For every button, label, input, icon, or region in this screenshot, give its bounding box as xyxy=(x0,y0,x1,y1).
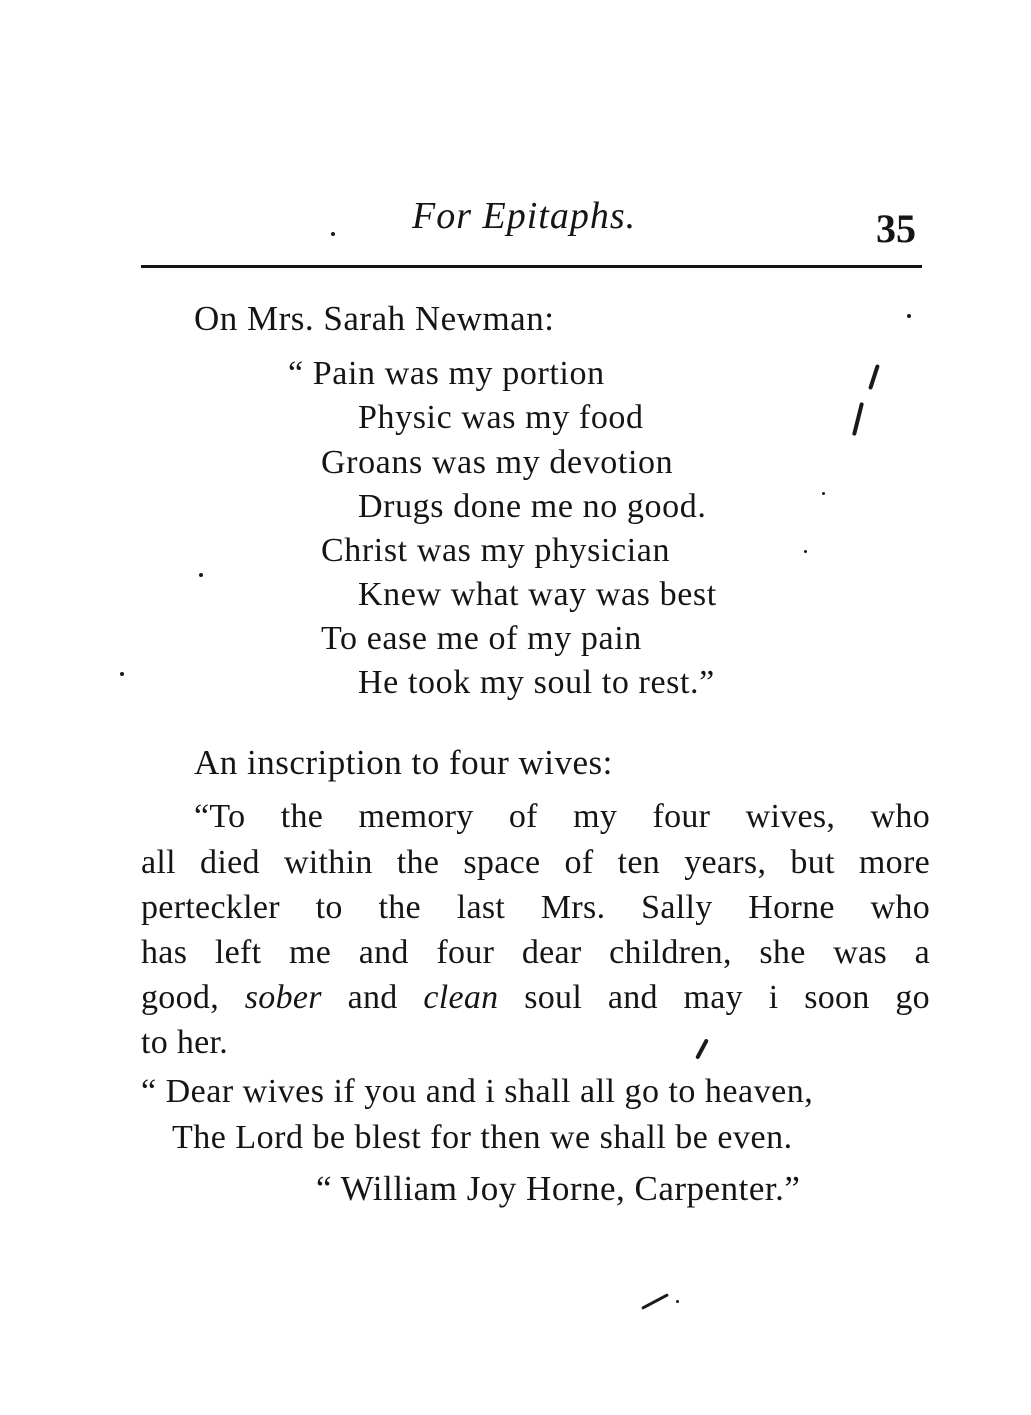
epitaph-heading: On Mrs. Sarah Newman: xyxy=(194,299,555,338)
verse-line: “ Pain was my portion xyxy=(288,355,605,392)
emphasis-word: clean xyxy=(423,979,499,1016)
paragraph-line: “To the memory of my four wives, who xyxy=(194,798,930,835)
scan-speck xyxy=(822,492,825,495)
paragraph-text: good, xyxy=(141,979,219,1016)
scan-mark xyxy=(868,364,880,390)
couplet-line: The Lord be blest for then we shall be even. xyxy=(172,1119,793,1156)
verse-line: To ease me of my pain xyxy=(321,620,642,657)
paragraph-line: to her. xyxy=(141,1024,229,1061)
emphasis-word: sober xyxy=(244,979,322,1016)
scan-mark xyxy=(852,402,864,436)
scan-speck xyxy=(804,550,807,553)
header-rule xyxy=(141,265,922,268)
paragraph-line-mixed xyxy=(141,976,930,1020)
paragraph-line: all died within the space of ten years, but more xyxy=(141,844,930,881)
paragraph-text: and xyxy=(347,979,398,1016)
paragraph-text: soul and may i soon go xyxy=(524,979,930,1016)
page-number: 35 xyxy=(876,206,916,251)
verse-line: He took my soul to rest.” xyxy=(358,664,715,701)
couplet-line: “ Dear wives if you and i shall all go to heaven, xyxy=(141,1073,814,1110)
paragraph-line: has left me and four dear children, she was a xyxy=(141,934,930,971)
scan-mark xyxy=(641,1293,669,1310)
verse-line: Groans was my devotion xyxy=(321,444,674,481)
paragraph-line: perteckler to the last Mrs. Sally Horne who xyxy=(141,889,930,926)
verse-line: Physic was my food xyxy=(358,399,644,436)
inscription-heading: An inscription to four wives: xyxy=(194,743,613,782)
verse-line: Knew what way was best xyxy=(358,576,717,613)
scan-speck xyxy=(199,573,203,577)
signature-line: “ William Joy Horne, Carpenter.” xyxy=(316,1169,801,1208)
verse-line: Drugs done me no good. xyxy=(358,488,707,525)
verse-line: Christ was my physician xyxy=(321,532,671,569)
scan-speck xyxy=(120,672,124,676)
running-title: For Epitaphs. xyxy=(412,195,637,237)
scan-speck xyxy=(331,232,335,236)
scan-speck xyxy=(676,1300,679,1303)
scan-speck xyxy=(907,314,911,318)
